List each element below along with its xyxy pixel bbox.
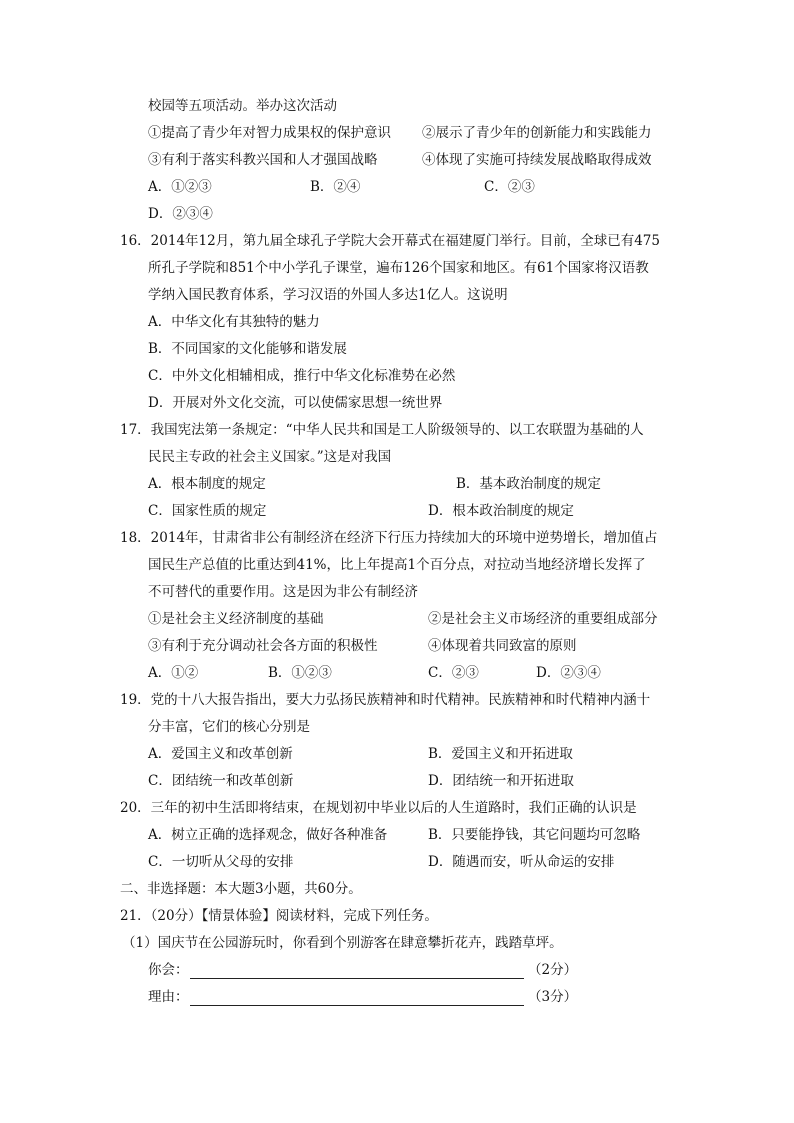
q17-stem-line-2: 民民主专政的社会主义国家。”这是对我国 — [148, 449, 392, 465]
q20-option-a: A．树立正确的选择观念，做好各种准备 — [148, 827, 388, 843]
q18-stem-line-3: 不可替代的重要作用。这是因为非公有制经济 — [148, 584, 418, 600]
q21-subquestion-1: （1）国庆节在公园游玩时，你看到个别游客在肆意攀折花卉，践踏草坪。 — [122, 935, 563, 951]
q18-option-b: B．①②③ — [268, 665, 332, 681]
q20-option-c: C．一切听从父母的安排 — [148, 854, 294, 870]
q16-option-b: B．不同国家的文化能够和谐发展 — [148, 341, 347, 357]
q15-statement-4: ④体现了实施可持续发展战略取得成效 — [422, 152, 652, 168]
q20-option-d: D．随遇而安，听从命运的安排 — [428, 854, 615, 870]
q18-stem-line-1: 18．2014年，甘肃省非公有制经济在经济下行压力持续加大的环境中逆势增长，增加值占 — [120, 530, 658, 546]
q16-option-d: D．开展对外文化交流，可以使儒家思想一统世界 — [148, 395, 443, 411]
q18-statement-3: ③有利于充分调动社会各方面的积极性 — [148, 638, 378, 654]
q16-stem-line-2: 所孔子学院和851个中小学孔子课堂，遍布126个国家和地区。有61个国家将汉语教 — [148, 260, 649, 276]
q15-statement-3: ③有利于落实科教兴国和人才强国战略 — [148, 152, 378, 168]
q15-option-d: D．②③④ — [148, 206, 213, 222]
q17-option-c: C．国家性质的规定 — [148, 503, 267, 519]
q17-option-d: D．根本政治制度的规定 — [428, 503, 574, 519]
q19-option-b: B．爱国主义和开拓进取 — [428, 746, 573, 762]
answer-label-you: 你会： — [148, 962, 189, 978]
q19-option-a: A．爱国主义和改革创新 — [148, 746, 293, 762]
q18-option-d: D．②③④ — [536, 665, 601, 681]
q18-statement-2: ②是社会主义市场经济的重要组成部分 — [428, 611, 658, 627]
q15-statement-1: ①提高了青少年对智力成果权的保护意识 — [148, 125, 391, 141]
q15-option-b: B．②④ — [310, 179, 361, 195]
q16-stem-line-1: 16．2014年12月，第九届全球孔子学院大会开幕式在福建厦门举行。目前，全球已有475 — [120, 233, 660, 249]
q19-option-c: C．团结统一和改革创新 — [148, 773, 294, 789]
q16-option-a: A．中华文化有其独特的魅力 — [148, 314, 320, 330]
q20-option-b: B．只要能挣钱，其它问题均可忽略 — [428, 827, 641, 843]
q18-stem-line-2: 国民生产总值的比重达到41%，比上年提高1个百分点，对拉动当地经济增长发挥了 — [148, 557, 646, 573]
q21-heading: 21．（20分）【情景体验】阅读材料，完成下列任务。 — [120, 908, 438, 924]
q19-stem-line-2: 分丰富，它们的核心分别是 — [148, 719, 310, 735]
q18-option-c: C．②③ — [428, 665, 479, 681]
q15-statement-2: ②展示了青少年的创新能力和实践能力 — [422, 125, 652, 141]
q17-option-b: B．基本政治制度的规定 — [456, 476, 601, 492]
q17-stem-line-1: 17．我国宪法第一条规定：“中华人民共和国是工人阶级领导的、以工农联盟为基础的人 — [120, 422, 644, 438]
q16-option-c: C．中外文化相辅相成，推行中华文化标准势在必然 — [148, 368, 456, 384]
answer-label-reason: 理由： — [148, 989, 189, 1005]
answer-line-reason[interactable] — [190, 1005, 524, 1006]
score-you: （2分） — [528, 962, 578, 978]
q17-option-a: A．根本制度的规定 — [148, 476, 266, 492]
q16-stem-line-3: 学纳入国民教育体系，学习汉语的外国人多达1亿人。这说明 — [148, 287, 508, 303]
q18-statement-4: ④体现着共同致富的原则 — [428, 638, 577, 654]
answer-line-you[interactable] — [190, 978, 524, 979]
q15-stem-tail: 校园等五项活动。举办这次活动 — [148, 98, 337, 114]
q18-statement-1: ①是社会主义经济制度的基础 — [148, 611, 324, 627]
q19-stem-line-1: 19．党的十八大报告指出，要大力弘扬民族精神和时代精神。民族精神和时代精神内涵十 — [120, 692, 651, 708]
q19-option-d: D．团结统一和开拓进取 — [428, 773, 574, 789]
q18-option-a: A．①② — [148, 665, 199, 681]
q15-option-c: C．②③ — [484, 179, 535, 195]
q20-stem-line-1: 20．三年的初中生活即将结束，在规划初中毕业以后的人生道路时，我们正确的认识是 — [120, 800, 637, 816]
q15-option-a: A．①②③ — [148, 179, 212, 195]
section-heading: 二、非选择题：本大题3小题，共60分。 — [120, 881, 362, 897]
score-reason: （3分） — [528, 989, 578, 1005]
